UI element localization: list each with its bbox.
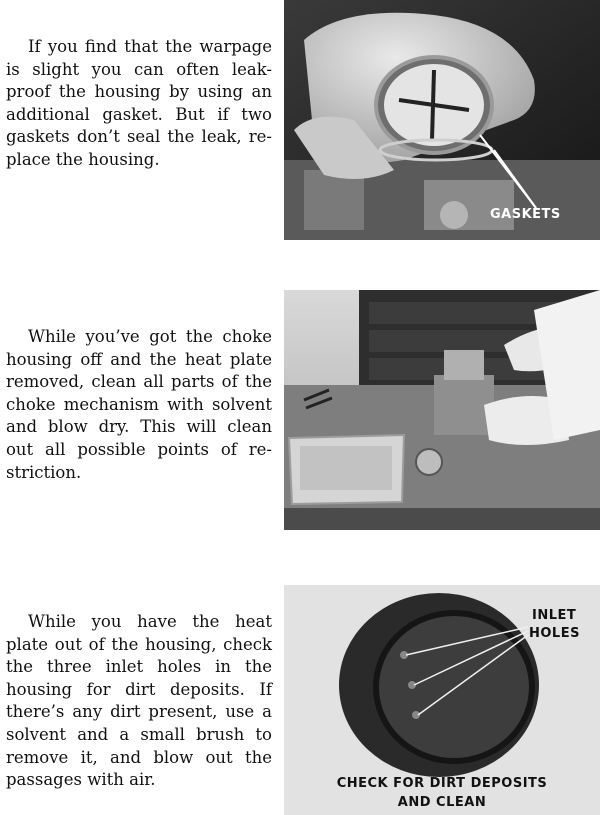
section-inlet-holes [0,585,600,815]
photo-gaskets [284,0,600,240]
photo-clean-choke [284,290,600,530]
section-clean-choke [0,290,600,535]
gaskets-label: GASKETS [490,207,561,222]
caption-line1: CHECK FOR DIRT DEPOSITS [336,776,548,791]
caption-line2: AND CLEAN [397,795,487,810]
paragraph-inlet-holes: While you have the heat plate out of the housing, check the three inlet holes in the housing for dirt deposits. If there’s any dirt present, use a solvent and a small brush to remove it, and blow out the passages with air. [6,612,272,790]
photo-inlet-holes [284,585,600,815]
paragraph-clean-choke: While you’ve got the choke housing off and the heat plate removed, clean all parts of the choke mechanism with solvent and blow dry. This will clean out all possible points of re-striction. [6,327,272,482]
section-gaskets [0,0,600,250]
inlet-label-line1: INLET [532,608,577,623]
paragraph-gaskets: If you find that the warpage is slight you can often leak-proof the housing by using an additional gasket. But if two gaskets don’t seal the leak, re-place the housing. [6,37,272,169]
inlet-label-line2: HOLES [529,626,580,641]
